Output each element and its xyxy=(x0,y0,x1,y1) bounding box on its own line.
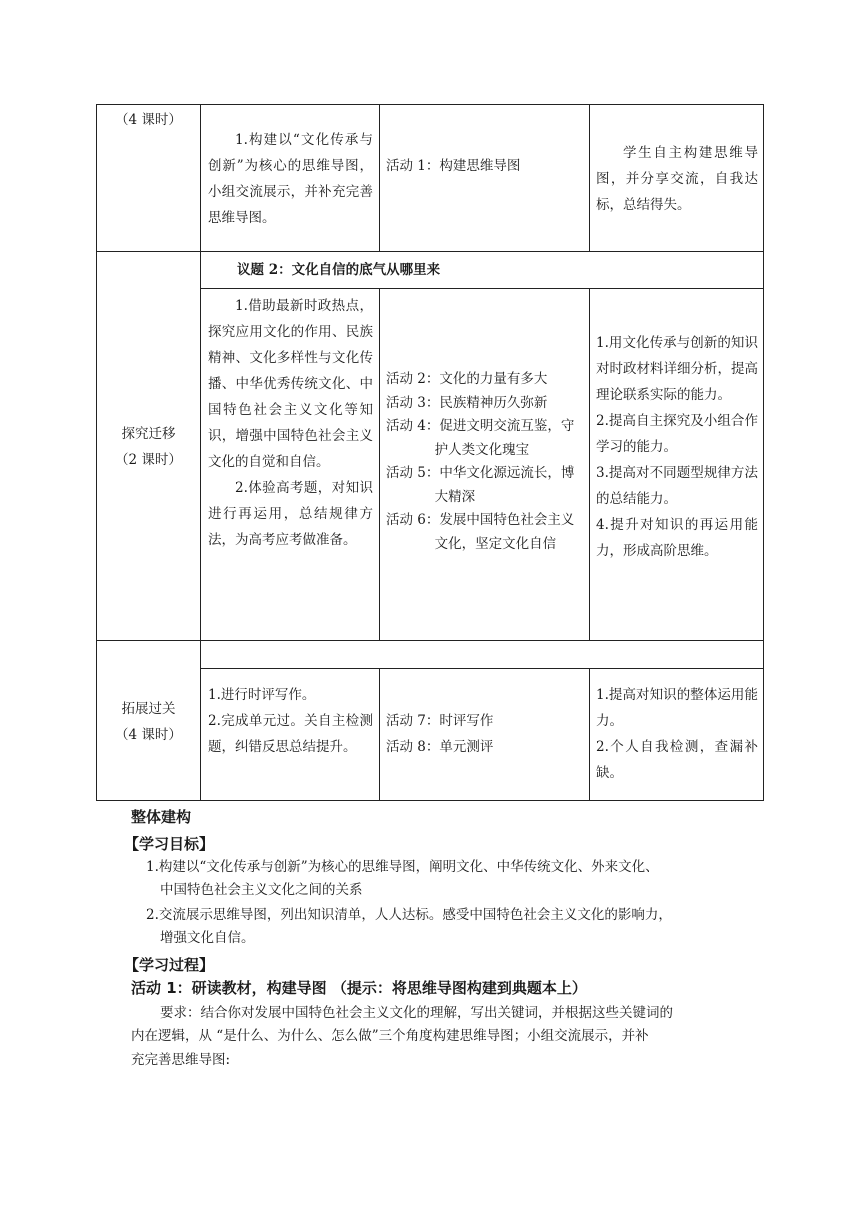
requirement-line: 充完善思维导图: xyxy=(131,1052,231,1068)
content-item: 2.完成单元过。关自主检测题，纠错反思总结提升。 xyxy=(208,713,373,755)
goal-item: 3.提高对不同题型规律方法的总结能力。 xyxy=(596,465,758,507)
goal-item: 2.个人自我检测，查漏补缺。 xyxy=(596,739,758,781)
activity-cell xyxy=(386,153,586,179)
col-divider xyxy=(589,288,590,640)
process-heading: 【学习过程】 xyxy=(124,956,215,974)
topic-cell xyxy=(237,257,737,283)
activity-item: 活动 6：发展中国特色社会主义文化，坚定文化自信 xyxy=(386,512,575,552)
col-divider xyxy=(379,105,380,251)
requirement-line: 要求：结合你对发展中国特色社会主义文化的理解，写出关键词，并根据这些关键词的 xyxy=(160,1005,673,1021)
objective-line: 2.交流展示思维导图，列出知识清单，人人达标。感受中国特色社会主义文化的影响力， xyxy=(146,907,672,923)
stage-name: 拓展过关 xyxy=(121,701,176,717)
goal-cell xyxy=(596,330,758,564)
stage-hours: （4 课时） xyxy=(115,727,182,743)
activity-item: 活动 2：文化的力量有多大 xyxy=(386,371,548,387)
goal-item: 1.用文化传承与创新的知识对时政材料详细分析，提高理论联系实际的能力。 xyxy=(596,335,758,403)
content-paragraph: 2.体验高考题，对知识进行再运用，总结规律方法，为高考应考做准备。 xyxy=(208,480,373,548)
content-cell xyxy=(208,127,373,231)
stage-hours: （4 课时） xyxy=(115,112,182,128)
activity-item: 活动 7：时评写作 xyxy=(386,713,494,729)
col-divider xyxy=(589,105,590,251)
content-paragraph: 1.借助最新时政热点，探究应用文化的作用、民族精神、文化多样性与文化传播、中华优秀传统文化、中国特色社会主义文化等知识，增强中国特色社会主义文化的自觉和自信。 xyxy=(208,298,373,470)
content-item: 1.进行时评写作。 xyxy=(208,687,316,703)
stage-cell xyxy=(97,696,200,748)
curriculum-table xyxy=(96,104,764,801)
content-cell xyxy=(208,293,373,553)
goal-item: 1.提高对知识的整体运用能力。 xyxy=(596,687,758,729)
goal-item: 4.提升对知识的再运用能力，形成高阶思维。 xyxy=(596,517,758,559)
section-title: 整体建构 xyxy=(131,808,192,826)
stage-cell xyxy=(97,421,200,473)
stage-hours-cell xyxy=(97,107,200,133)
col-divider xyxy=(379,668,380,800)
content-text: 1.构建以“文化传承与创新”为核心的思维导图，小组交流展示，并补充完善思维导图。 xyxy=(208,132,373,226)
goal-cell xyxy=(596,682,758,786)
goal-text: 学生自主构建思维导图，并分享交流，自我达标，总结得失。 xyxy=(596,145,758,213)
stage-name: 探究迁移 xyxy=(121,426,176,442)
objectives-heading: 【学习目标】 xyxy=(124,835,215,853)
activity-cell xyxy=(386,368,586,556)
content-cell xyxy=(208,682,373,760)
topic-title: 议题 2：文化自信的底气从哪里来 xyxy=(237,262,441,278)
objective-line: 增强文化自信。 xyxy=(160,930,255,946)
row-divider xyxy=(200,288,763,289)
requirement-line: 内在逻辑，从 “是什么、为什么、怎么做”三个角度构建思维导图；小组交流展示，并补 xyxy=(131,1028,649,1044)
activity-item: 活动 8：单元测评 xyxy=(386,739,494,755)
activity-item: 活动 5：中华文化源远流长，博大精深 xyxy=(386,465,575,505)
objective-line: 中国特色社会主义文化之间的关系 xyxy=(160,882,363,898)
goal-cell xyxy=(596,140,758,218)
col-divider xyxy=(589,668,590,800)
goal-item: 2.提高自主探究及小组合作学习的能力。 xyxy=(596,413,758,455)
activity-text: 活动 1：构建思维导图 xyxy=(386,158,521,174)
row-divider xyxy=(97,251,763,252)
activity-cell xyxy=(386,708,586,760)
stage-hours: （2 课时） xyxy=(115,452,182,468)
col-divider xyxy=(200,105,201,800)
col-divider xyxy=(379,288,380,640)
objective-line: 1.构建以“文化传承与创新”为核心的思维导图，阐明文化、中华传统文化、外来文化、 xyxy=(146,859,659,875)
row-divider xyxy=(200,668,763,669)
activity-item: 活动 3：民族精神历久弥新 xyxy=(386,394,548,411)
activity-heading: 活动 1：研读教材，构建导图 （提示：将思维导图构建到典题本上） xyxy=(131,979,587,997)
activity-item: 活动 4：促进文明交流互鉴，守护人类文化瑰宝 xyxy=(386,418,575,458)
row-divider xyxy=(97,640,763,641)
